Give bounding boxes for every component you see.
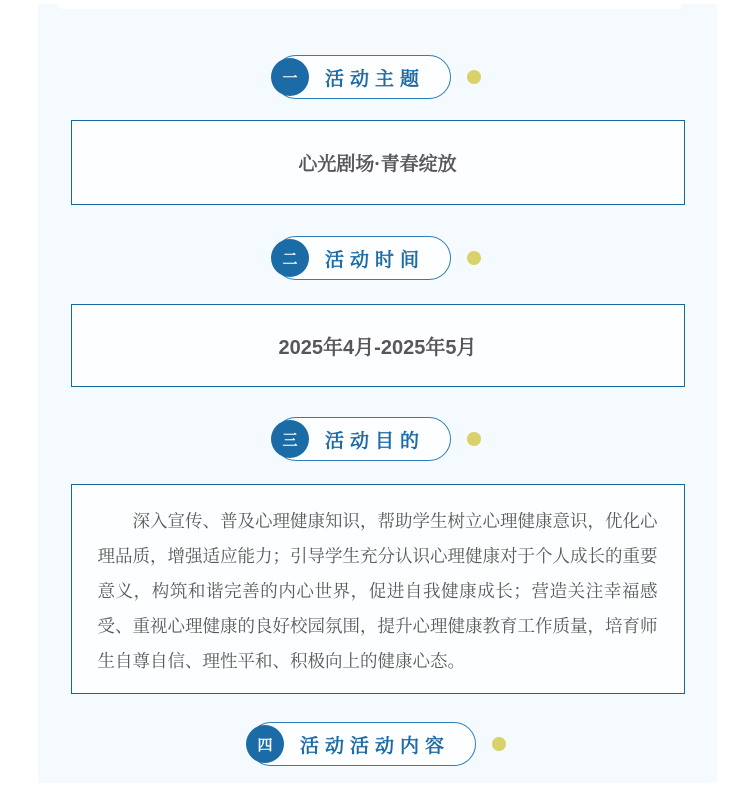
section-number: 二: [282, 250, 298, 268]
decorative-dot: [467, 70, 481, 84]
section-content-header: [38, 722, 717, 766]
activity-date-text: 2025年4月-2025年5月: [278, 337, 477, 359]
section-number-circle: [271, 420, 309, 458]
section-time-badge: [274, 236, 451, 280]
section-number-circle: [246, 725, 284, 763]
purpose-content-box: [71, 484, 685, 694]
theme-content-box: [71, 120, 685, 205]
content-panel: [38, 4, 717, 783]
section-content-badge: [249, 722, 476, 766]
section-theme-header: [38, 4, 717, 99]
previous-card-remnant: [58, 4, 682, 9]
activity-theme-text: 心光剧场·青春绽放: [298, 154, 457, 175]
section-time-header: [38, 236, 717, 280]
section-number: 一: [282, 69, 298, 87]
section-purpose-badge: [274, 417, 451, 461]
activity-purpose-paragraph: 深入宣传、普及心理健康知识，帮助学生树立心理健康意识，优化心理品质，增强适应能力；引导学生充分认识心理健康对于个人成长的重要意义，构筑和谐完善的内心世界，促进自我健康成长；营造关注幸福感受、重视心理健康的良好校园氛围，提升心理健康教育工作质量，培育师生自尊自信、理性平和、积极向上的健康心态。: [97, 511, 658, 671]
decorative-dot: [467, 432, 481, 446]
section-purpose-title: 活动目的: [324, 430, 425, 452]
section-content-title: 活动活动内容: [299, 735, 450, 757]
section-number-circle: [271, 239, 309, 277]
decorative-dot: [492, 737, 506, 751]
section-purpose-header: [38, 417, 717, 461]
decorative-dot: [467, 251, 481, 265]
section-number: 四: [257, 736, 273, 754]
time-content-box: [71, 304, 685, 387]
section-number-circle: [271, 58, 309, 96]
section-number: 三: [282, 431, 298, 449]
section-theme-title: 活动主题: [324, 68, 425, 90]
section-time-title: 活动时间: [324, 249, 425, 271]
section-theme-badge: [274, 55, 451, 99]
